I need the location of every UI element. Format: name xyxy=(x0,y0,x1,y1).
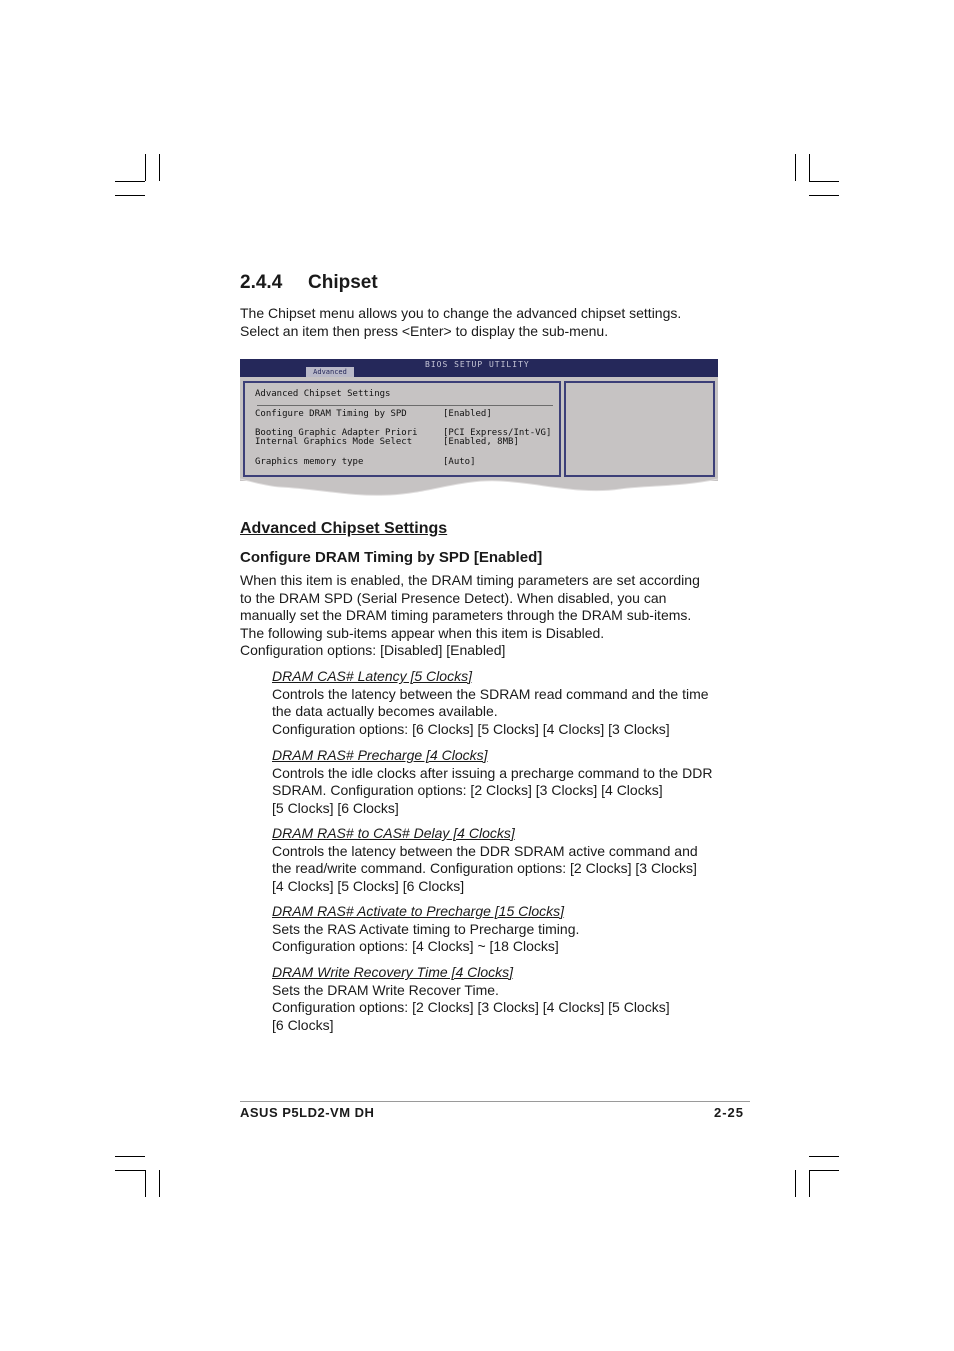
sub-item-line: Configuration options: [2 Clocks] [3 Clocks] [4 Clocks] [5 Clocks] xyxy=(272,999,670,1015)
section-number: 2.4.4 xyxy=(240,272,283,293)
sub-item-line: [4 Clocks] [5 Clocks] [6 Clocks] xyxy=(272,877,465,894)
sub-item-line: SDRAM. Configuration options: [2 Clocks] [3 Clocks] [4 Clocks] xyxy=(272,782,663,798)
sub-item-title: DRAM CAS# Latency [5 Clocks] xyxy=(272,668,472,684)
page-number: 2-25 xyxy=(714,1105,745,1120)
sub-item-ras-to-cas xyxy=(272,825,732,895)
para-line: manually set the DRAM timing parameters through the DRAM sub-items. xyxy=(240,607,692,624)
sub-item-title: DRAM RAS# Activate to Precharge [15 Clocks] xyxy=(272,903,565,919)
footer-product: ASUS P5LD2-VM DH xyxy=(240,1105,375,1120)
para-line: Configuration options: [Disabled] [Enabled] xyxy=(240,642,506,659)
intro-text xyxy=(240,304,720,340)
sub-item-ras-activate xyxy=(272,903,732,956)
bios-row-label: Booting Graphic Adapter Priori xyxy=(255,428,418,438)
sub-item-line: Sets the RAS Activate timing to Precharge timing. xyxy=(272,920,580,937)
bios-separator xyxy=(257,405,553,406)
sub-item-line: the read/write command. Configuration options: [2 Clocks] [3 Clocks] xyxy=(272,860,697,876)
subsection-heading: Advanced Chipset Settings xyxy=(240,520,448,537)
bios-row-value: [Enabled] xyxy=(443,409,492,419)
bios-row-label: Internal Graphics Mode Select xyxy=(255,437,413,447)
section-title: Chipset xyxy=(308,272,378,293)
sub-item-title: DRAM Write Recovery Time [4 Clocks] xyxy=(272,964,514,980)
bios-row-value: [Enabled, 8MB] xyxy=(443,437,519,447)
bios-title: BIOS SETUP UTILITY xyxy=(425,360,530,369)
section-heading xyxy=(240,272,378,294)
configure-description xyxy=(240,572,720,660)
sub-item-line: the data actually becomes available. xyxy=(272,703,498,719)
para-line: When this item is enabled, the DRAM timing parameters are set according xyxy=(240,572,700,588)
bios-row-label: Configure DRAM Timing by SPD xyxy=(255,409,407,419)
bios-menu-panel xyxy=(243,381,561,477)
bios-tab-advanced: Advanced xyxy=(306,367,354,377)
sub-item-line: Configuration options: [6 Clocks] [5 Clocks] [4 Clocks] [3 Clocks] xyxy=(272,720,670,737)
bios-heading: Advanced Chipset Settings xyxy=(255,389,391,399)
bios-help-panel xyxy=(564,381,715,477)
bios-title-bar xyxy=(240,359,718,377)
sub-item-ras-precharge xyxy=(272,747,732,817)
bios-row-value: [Auto] xyxy=(443,457,476,467)
sub-item-line: Controls the latency between the DDR SDRAM active command and xyxy=(272,842,698,859)
intro-line: The Chipset menu allows you to change the advanced chipset settings. xyxy=(240,305,682,321)
para-line: to the DRAM SPD (Serial Presence Detect). When disabled, you can xyxy=(240,589,667,606)
sub-item-line: [5 Clocks] [6 Clocks] xyxy=(272,799,399,816)
intro-line: Select an item then press <Enter> to display the sub-menu. xyxy=(240,323,609,339)
sub-item-line: Controls the latency between the SDRAM read command and the time xyxy=(272,685,709,702)
torn-edge xyxy=(240,477,718,499)
bios-row-value: [PCI Express/Int-VG] xyxy=(443,428,552,438)
sub-item-line: [6 Clocks] xyxy=(272,1016,334,1033)
bios-row-label: Graphics memory type xyxy=(255,457,364,467)
bios-body xyxy=(240,377,718,481)
footer-divider xyxy=(240,1101,750,1102)
sub-item-write-recovery xyxy=(272,964,732,1034)
sub-item-cas-latency xyxy=(272,668,732,738)
configure-heading: Configure DRAM Timing by SPD [Enabled] xyxy=(240,549,543,566)
sub-item-title: DRAM RAS# to CAS# Delay [4 Clocks] xyxy=(272,825,515,841)
sub-item-title: DRAM RAS# Precharge [4 Clocks] xyxy=(272,747,488,763)
sub-item-line: Controls the idle clocks after issuing a precharge command to the DDR xyxy=(272,764,713,781)
sub-item-line: Configuration options: [4 Clocks] ~ [18 Clocks] xyxy=(272,938,559,954)
para-line: The following sub-items appear when this item is Disabled. xyxy=(240,624,605,641)
bios-screenshot xyxy=(240,359,718,499)
sub-item-line: Sets the DRAM Write Recover Time. xyxy=(272,981,499,998)
